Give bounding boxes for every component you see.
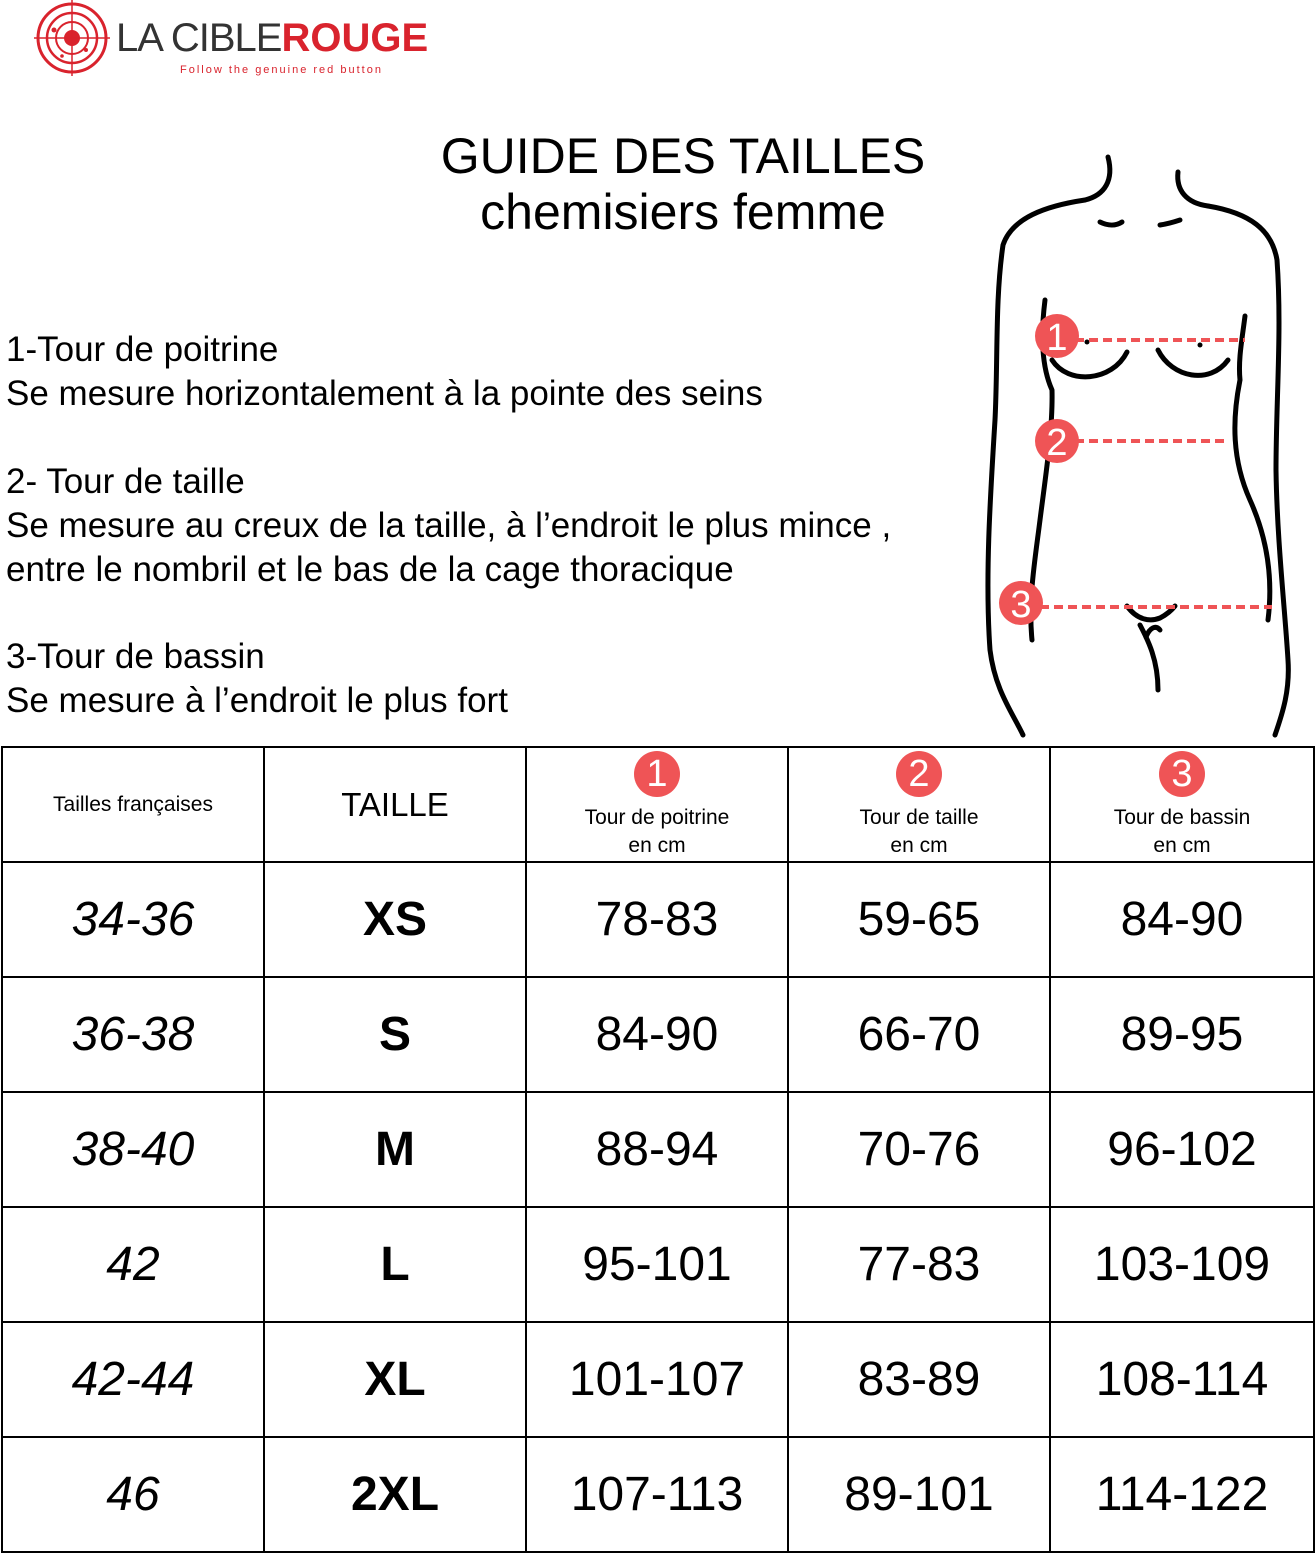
- cell-chest: 101-107: [526, 1322, 788, 1437]
- header-waist: [788, 747, 1050, 862]
- cell-size: 2XL: [264, 1437, 526, 1552]
- size-table: [1, 746, 1315, 1553]
- cell-size: L: [264, 1207, 526, 1322]
- instruction-heading: 3-Tour de bassin: [6, 637, 265, 676]
- cell-size: XL: [264, 1322, 526, 1437]
- badge-3-icon: 3: [1159, 751, 1205, 797]
- header-chest: [526, 747, 788, 862]
- body-measurement-figure: [975, 150, 1315, 740]
- badge-2-icon: 2: [896, 751, 942, 797]
- cell-french-size: 42-44: [2, 1322, 264, 1437]
- header-french-sizes: Tailles françaises: [2, 747, 264, 862]
- header-hips-unit: en cm: [1153, 833, 1211, 857]
- table-row: [2, 1092, 1314, 1207]
- target-icon: [32, 0, 112, 80]
- cell-waist: 77-83: [788, 1207, 1050, 1322]
- marker-3-icon: [999, 581, 1043, 626]
- brand-logo: [32, 0, 472, 80]
- title-line-2: chemisiers femme: [480, 184, 886, 240]
- cell-french-size: 34-36: [2, 862, 264, 977]
- instruction-heading: 1-Tour de poitrine: [6, 330, 279, 369]
- cell-hips: 108-114: [1050, 1322, 1314, 1437]
- instruction-text: Se mesure au creux de la taille, à l’endroit le plus mince ,: [6, 506, 892, 545]
- cell-chest: 78-83: [526, 862, 788, 977]
- header-size: TAILLE: [264, 747, 526, 862]
- cell-size: S: [264, 977, 526, 1092]
- svg-text:2: 2: [1046, 422, 1068, 464]
- title-line-1: GUIDE DES TAILLES: [440, 128, 926, 184]
- table-row: [2, 862, 1314, 977]
- cell-size: XS: [264, 862, 526, 977]
- cell-chest: 84-90: [526, 977, 788, 1092]
- instruction-text: entre le nombril et le bas de la cage thoracique: [6, 550, 734, 589]
- table-header-row: [2, 747, 1314, 862]
- cell-french-size: 38-40: [2, 1092, 264, 1207]
- svg-text:3: 3: [1010, 584, 1032, 626]
- cell-chest: 88-94: [526, 1092, 788, 1207]
- cell-waist: 89-101: [788, 1437, 1050, 1552]
- cell-hips: 114-122: [1050, 1437, 1314, 1552]
- cell-waist: 70-76: [788, 1092, 1050, 1207]
- instruction-text: Se mesure horizontalement à la pointe des seins: [6, 374, 763, 413]
- brand-suffix: ROUGE: [281, 16, 429, 60]
- table-row: [2, 977, 1314, 1092]
- page-title: [380, 128, 986, 240]
- header-hips-label: Tour de bassin: [1113, 805, 1251, 829]
- instruction-waist: [6, 460, 1006, 592]
- cell-french-size: 36-38: [2, 977, 264, 1092]
- header-waist-label: Tour de taille: [859, 805, 979, 829]
- brand-name: [116, 16, 428, 60]
- svg-text:1: 1: [1046, 317, 1068, 359]
- header-waist-unit: en cm: [890, 833, 948, 857]
- cell-chest: 95-101: [526, 1207, 788, 1322]
- table-row: [2, 1322, 1314, 1437]
- instruction-heading: 2- Tour de taille: [6, 462, 245, 501]
- marker-2-icon: [1035, 419, 1079, 464]
- table-row: [2, 1437, 1314, 1552]
- brand-tagline: Follow the genuine red button: [180, 64, 383, 76]
- brand-prefix: LA CIBLE: [116, 16, 282, 60]
- cell-chest: 107-113: [526, 1437, 788, 1552]
- cell-hips: 103-109: [1050, 1207, 1314, 1322]
- header-hips: [1050, 747, 1314, 862]
- cell-hips: 96-102: [1050, 1092, 1314, 1207]
- instruction-hips: [6, 635, 1006, 723]
- cell-french-size: 46: [2, 1437, 264, 1552]
- cell-waist: 66-70: [788, 977, 1050, 1092]
- header-chest-label: Tour de poitrine: [584, 805, 730, 829]
- cell-size: M: [264, 1092, 526, 1207]
- cell-french-size: 42: [2, 1207, 264, 1322]
- cell-hips: 84-90: [1050, 862, 1314, 977]
- instruction-chest: [6, 328, 1006, 416]
- cell-hips: 89-95: [1050, 977, 1314, 1092]
- cell-waist: 59-65: [788, 862, 1050, 977]
- instruction-text: Se mesure à l’endroit le plus fort: [6, 681, 508, 720]
- badge-1-icon: 1: [634, 751, 680, 797]
- cell-waist: 83-89: [788, 1322, 1050, 1437]
- header-chest-unit: en cm: [628, 833, 686, 857]
- table-row: [2, 1207, 1314, 1322]
